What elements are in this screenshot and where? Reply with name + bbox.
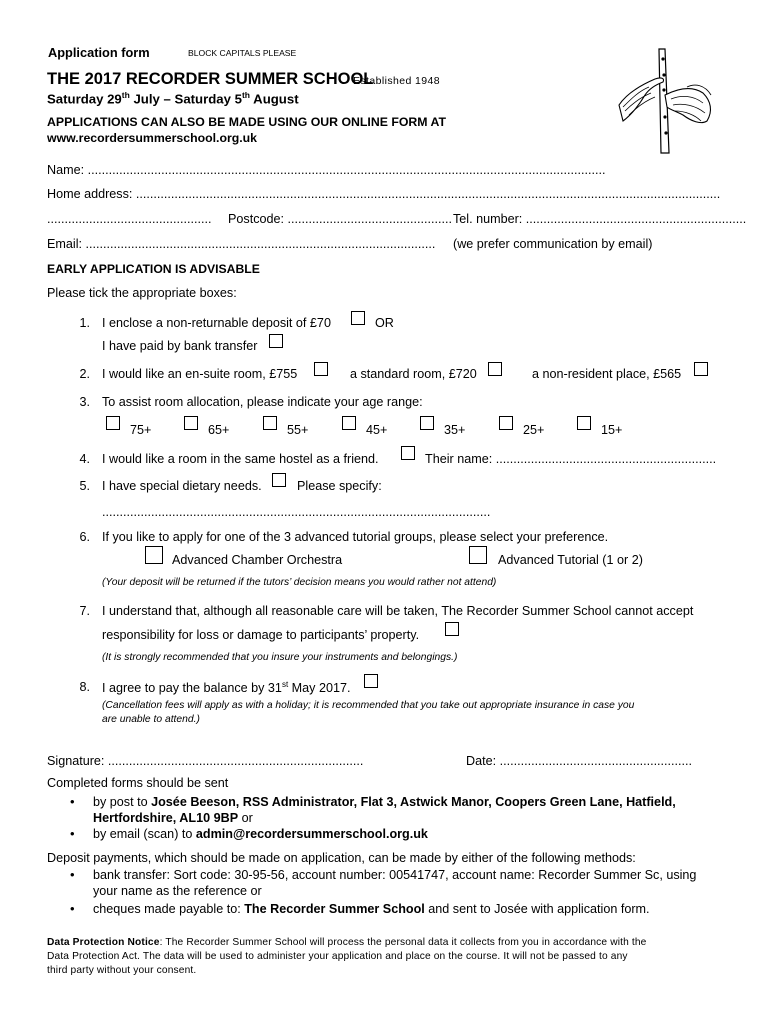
online-form-note: APPLICATIONS CAN ALSO BE MADE USING OUR ONLINE FORM AT [47, 115, 446, 129]
bank-transfer-text: I have paid by bank transfer [102, 339, 258, 353]
friend-hostel-text: I would like a room in the same hostel as a friend. [102, 452, 379, 466]
non-resident-text: a non-resident place, £565 [532, 367, 682, 381]
established-note: Established 1948 [353, 75, 440, 87]
tutorial-text: If you like to apply for one of the 3 advanced tutorial groups, please select your preference. [102, 530, 609, 544]
responsibility-text-1: I understand that, although all reasonable care will be taken, The Recorder Summer School cannot accept [102, 604, 694, 618]
page-title: THE 2017 RECORDER SUMMER SCHOOL [47, 70, 374, 88]
friend-name-field[interactable]: Their name: ............................................................... [425, 452, 717, 466]
non-resident-checkbox[interactable] [694, 362, 708, 376]
send-heading: Completed forms should be sent [47, 776, 229, 790]
age-checkbox[interactable] [106, 416, 120, 430]
age-checkbox[interactable] [184, 416, 198, 430]
email-field[interactable]: Email: .................................................................................................... [47, 237, 436, 251]
deposit-heading: Deposit payments, which should be made on application, can be made by either of the following methods: [47, 851, 636, 865]
item-number: 5. [79, 479, 90, 493]
chamber-orchestra-label: Advanced Chamber Orchestra [172, 553, 343, 567]
block-caps-note: BLOCK CAPITALS PLEASE [188, 48, 297, 58]
age-checkbox[interactable] [263, 416, 277, 430]
chamber-orchestra-checkbox[interactable] [145, 546, 163, 564]
item-number: 7. [79, 604, 90, 618]
tel-field[interactable]: Tel. number: ............................................................... [453, 212, 747, 226]
bullet-icon: • [70, 901, 75, 916]
address-line-2-field[interactable]: ............................................... [47, 212, 212, 226]
advanced-tutorial-label: Advanced Tutorial (1 or 2) [498, 553, 643, 567]
data-protection-line-2: Data Protection Act. The data will be used to administer your application and place on the course. It will not be passed to any [47, 951, 628, 962]
course-dates: Saturday 29th July – Saturday 5th August [47, 90, 299, 107]
ensuite-room-checkbox[interactable] [314, 362, 328, 376]
bullet-icon: • [70, 867, 75, 882]
item-number: 2. [79, 367, 90, 381]
form-label: Application form [48, 45, 150, 60]
dietary-specify-field[interactable]: ............................................................................................................... [102, 505, 491, 519]
postcode-field[interactable]: Postcode: ............................................... [228, 212, 452, 226]
age-label: 75+ [130, 423, 152, 437]
admin-email-link[interactable]: admin@recordersummerschool.org.uk [195, 827, 428, 841]
item-number: 6. [79, 530, 90, 544]
date-field[interactable]: Date: ....................................................... [466, 754, 693, 768]
item-number: 1. [79, 316, 90, 330]
age-checkbox[interactable] [342, 416, 356, 430]
item-number: 8. [79, 680, 90, 694]
website-link[interactable]: www.recordersummerschool.org.uk [47, 131, 258, 145]
standard-room-checkbox[interactable] [488, 362, 502, 376]
item-number: 3. [79, 395, 90, 409]
name-field[interactable]: Name: .................................................................................................................................................... [47, 163, 606, 177]
friend-hostel-checkbox[interactable] [401, 446, 415, 460]
cancellation-note-1: (Cancellation fees will apply as with a holiday; it is recommended that you take out appropriate insurance in case you [102, 700, 635, 711]
responsibility-text-2: responsibility for loss or damage to participants’ property. [102, 628, 420, 642]
bank-transfer-details-2: your name as the reference or [93, 884, 262, 898]
cancellation-note-2: are unable to attend.) [102, 714, 200, 725]
age-label: 35+ [444, 423, 466, 437]
age-checkbox[interactable] [420, 416, 434, 430]
deposit-checkbox[interactable] [351, 311, 365, 325]
age-label: 45+ [366, 423, 388, 437]
age-label: 15+ [601, 423, 623, 437]
dietary-text: I have special dietary needs. [102, 479, 262, 493]
address-field[interactable]: Home address: ....................................................................................................................................................................... [47, 187, 721, 201]
age-label: 25+ [523, 423, 545, 437]
or-text: OR [375, 316, 394, 330]
post-address-line-2: Hertfordshire, AL10 9BP or [93, 811, 253, 825]
item-number: 4. [79, 452, 90, 466]
bank-transfer-checkbox[interactable] [269, 334, 283, 348]
deposit-text: I enclose a non-returnable deposit of £70 [102, 316, 331, 330]
recorder-hands-illustration-icon [615, 45, 715, 157]
age-range-text: To assist room allocation, please indicate your age range: [102, 395, 423, 409]
age-label: 65+ [208, 423, 230, 437]
early-application-heading: EARLY APPLICATION IS ADVISABLE [47, 262, 260, 276]
tick-instruction: Please tick the appropriate boxes: [47, 286, 237, 300]
standard-room-text: a standard room, £720 [350, 367, 477, 381]
advanced-tutorial-checkbox[interactable] [469, 546, 487, 564]
age-label: 55+ [287, 423, 309, 437]
balance-text: I agree to pay the balance by 31st May 2017. [102, 680, 351, 696]
balance-checkbox[interactable] [364, 674, 378, 688]
age-checkbox[interactable] [577, 416, 591, 430]
age-checkbox[interactable] [499, 416, 513, 430]
insurance-note: (It is strongly recommended that you insure your instruments and belongings.) [102, 652, 458, 663]
data-protection-line-1: Data Protection Notice: The Recorder Summer School will process the personal data it collects from you in accordance with the [47, 937, 647, 948]
ensuite-room-text: I would like an en-suite room, £755 [102, 367, 298, 381]
deposit-return-note: (Your deposit will be returned if the tutors’ decision means you would rather not attend) [102, 577, 497, 588]
email-preference-note: (we prefer communication by email) [453, 237, 653, 251]
specify-label: Please specify: [297, 479, 382, 493]
bank-transfer-details-1: bank transfer: Sort code: 30-95-56, account number: 00541747, account name: Recorder Summer Sc, using [93, 868, 697, 882]
bullet-icon: • [70, 826, 75, 841]
post-address-line-1: by post to Josée Beeson, RSS Administrator, Flat 3, Astwick Manor, Coopers Green Lane, Hatfield, [93, 795, 676, 809]
bullet-icon: • [70, 794, 75, 809]
email-address-line: by email (scan) to admin@recordersummerschool.org.uk [93, 827, 428, 841]
responsibility-checkbox[interactable] [445, 622, 459, 636]
cheque-details: cheques made payable to: The Recorder Summer School and sent to Josée with application form. [93, 902, 650, 916]
data-protection-line-3: third party without your consent. [47, 965, 197, 976]
dietary-checkbox[interactable] [272, 473, 286, 487]
signature-field[interactable]: Signature: ......................................................................... [47, 754, 364, 768]
